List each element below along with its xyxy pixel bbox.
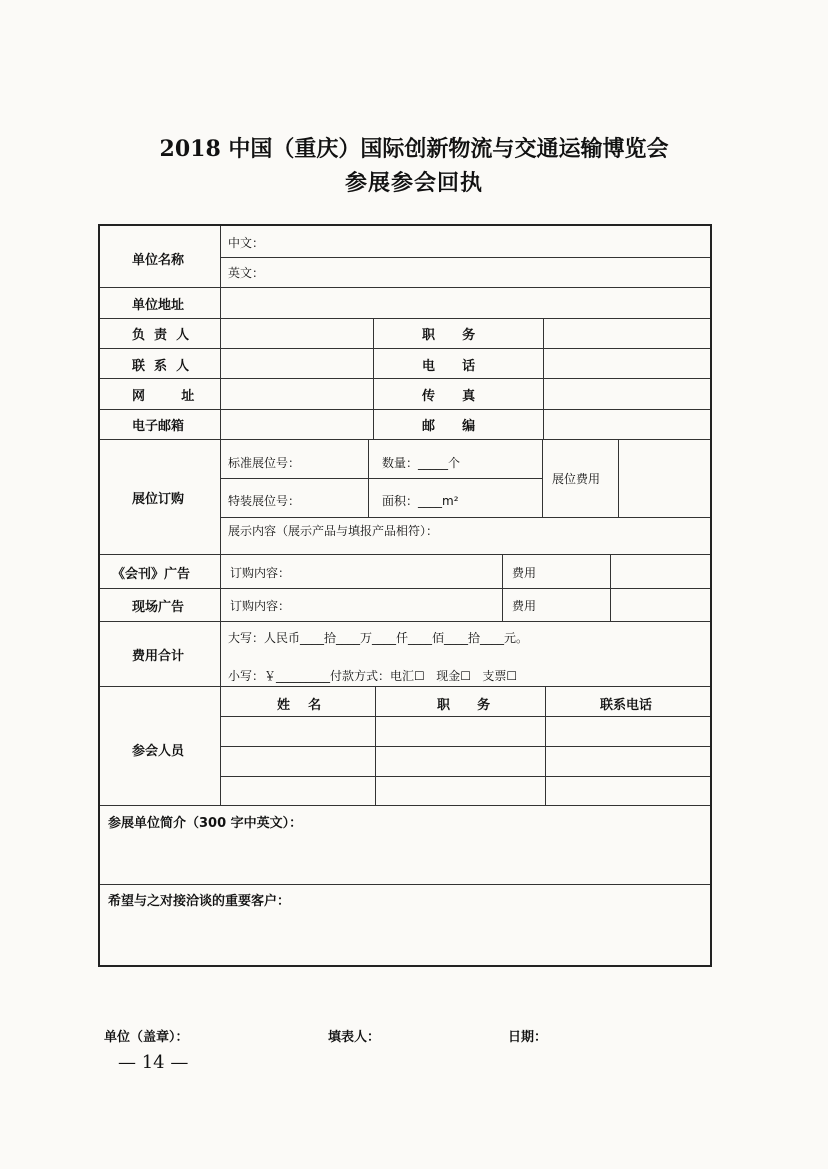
row-divider [100, 884, 710, 885]
booth-fee-label: 展位费用 [552, 472, 601, 486]
attendees-label: 参会人员 [132, 744, 185, 759]
journal-fee-label: 费用 [512, 566, 537, 580]
postcode-field[interactable] [547, 412, 707, 438]
special-booth-label: 特装展位号： [228, 494, 301, 508]
unit-address-field[interactable] [224, 290, 704, 316]
lowercase-amount: 小写：￥_________付款方式：电汇☐ 现金☐ 支票☐ [228, 669, 518, 683]
row-divider [220, 478, 542, 479]
column-divider [220, 226, 221, 805]
website-field[interactable] [224, 381, 370, 407]
position-field[interactable] [547, 321, 707, 347]
site-fee-label: 费用 [512, 599, 537, 613]
unit-name-label: 单位名称 [132, 253, 185, 268]
key-clients-field[interactable] [106, 908, 704, 960]
journal-fee-field[interactable] [614, 557, 706, 585]
website-label: 网 址 [132, 389, 195, 404]
row-divider [100, 554, 710, 555]
unit-seal-label: 单位（盖章）： [104, 1030, 189, 1045]
fax-field[interactable] [547, 381, 707, 407]
email-field[interactable] [224, 412, 370, 438]
column-divider [610, 554, 611, 621]
site-ad-label: 现场广告 [132, 600, 185, 615]
column-phone-header: 联系电话 [600, 698, 653, 713]
title-line-2: 参展参会回执 [344, 170, 483, 196]
date-label: 日期： [508, 1030, 548, 1045]
phone-label: 电 话 [422, 359, 476, 374]
postcode-label: 邮 编 [422, 419, 476, 434]
column-divider [375, 686, 376, 805]
site-order-content-label: 订购内容： [230, 599, 291, 613]
email-label: 电子邮箱 [132, 419, 185, 434]
column-position-header: 职 务 [437, 698, 491, 713]
row-divider [100, 318, 710, 319]
english-name-label: 英文： [228, 266, 265, 280]
standard-booth-label: 标准展位号： [228, 456, 301, 470]
site-fee-field[interactable] [614, 590, 706, 618]
title-line-1: 2018 中国（重庆）国际创新物流与交通运输博览会 [159, 136, 669, 162]
chinese-name-label: 中文： [228, 236, 265, 250]
row-divider [220, 746, 710, 747]
company-intro-label: 参展单位简介（300 字中英文）： [108, 816, 303, 831]
row-divider [100, 348, 710, 349]
person-in-charge-label: 负 责 人 [132, 328, 190, 343]
contact-field[interactable] [224, 351, 370, 377]
contact-label: 联 系 人 [132, 359, 190, 374]
person-in-charge-field[interactable] [224, 321, 370, 347]
column-divider [618, 439, 619, 517]
row-divider [100, 621, 710, 622]
unit-address-label: 单位地址 [132, 298, 185, 313]
page-number: — 14 — [118, 1052, 189, 1073]
row-divider [100, 686, 710, 687]
journal-order-content-label: 订购内容： [230, 566, 291, 580]
row-divider [100, 805, 710, 806]
column-name-header: 姓 名 [277, 698, 322, 713]
total-fee-label: 费用合计 [132, 649, 185, 664]
journal-ad-label: 《会刊》广告 [112, 567, 191, 582]
row-divider [220, 517, 710, 518]
column-divider [373, 318, 374, 439]
row-divider [220, 257, 710, 258]
column-divider [502, 554, 503, 621]
column-divider [368, 439, 369, 517]
phone-field[interactable] [547, 351, 707, 377]
row-divider [100, 378, 710, 379]
booth-order-label: 展位订购 [132, 492, 185, 507]
registration-form [98, 224, 712, 967]
row-divider [220, 776, 710, 777]
key-clients-label: 希望与之对接洽谈的重要客户： [108, 894, 291, 909]
row-divider [100, 287, 710, 288]
fax-label: 传 真 [422, 389, 476, 404]
area-label: 面积：____m² [382, 494, 459, 508]
position-label: 职 务 [422, 328, 476, 343]
booth-fee-field[interactable] [622, 442, 706, 514]
company-intro-field[interactable] [106, 830, 704, 880]
english-name-field[interactable] [280, 259, 700, 285]
uppercase-amount: 大写：人民币____拾____万____仟____佰____拾____元。 [228, 631, 529, 645]
chinese-name-field[interactable] [280, 228, 700, 254]
row-divider [100, 409, 710, 410]
row-divider [220, 716, 710, 717]
filler-label: 填表人： [328, 1030, 381, 1045]
column-divider [545, 686, 546, 805]
row-divider [100, 588, 710, 589]
column-divider [542, 439, 543, 517]
exhibit-content-label: 展示内容（展示产品与填报产品相符）： [228, 524, 439, 538]
column-divider [543, 318, 544, 439]
quantity-label: 数量：_____个 [382, 456, 461, 470]
